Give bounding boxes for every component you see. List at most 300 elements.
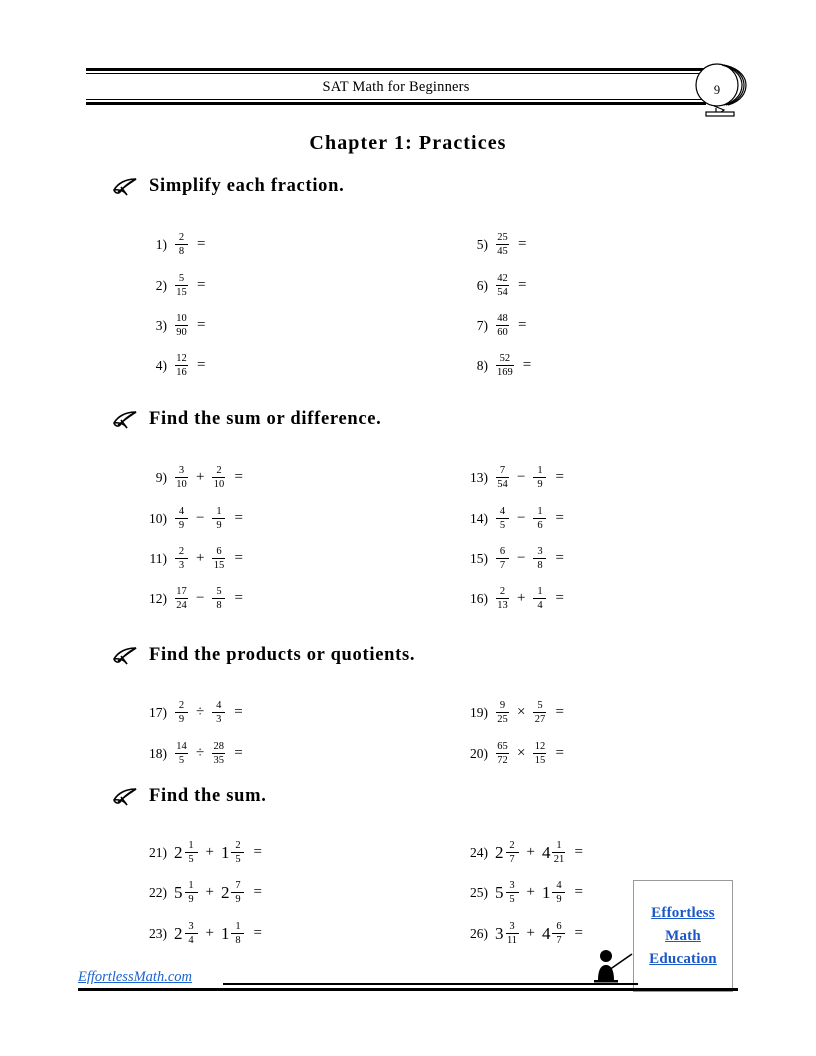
fraction bbox=[174, 273, 189, 298]
fraction-numerator: 7 bbox=[235, 880, 241, 891]
fraction-bar bbox=[175, 712, 188, 713]
fraction bbox=[532, 546, 547, 571]
fraction-numerator: 1 bbox=[537, 465, 543, 476]
fraction-denominator: 3 bbox=[216, 714, 222, 726]
mixed-whole: 5 bbox=[495, 882, 504, 902]
question-number: 20) bbox=[470, 745, 488, 761]
fraction bbox=[551, 921, 566, 946]
equals-sign: = bbox=[555, 469, 564, 486]
fraction-denominator: 35 bbox=[213, 755, 224, 767]
fraction bbox=[184, 840, 199, 865]
expression bbox=[174, 921, 262, 946]
fraction bbox=[211, 506, 226, 531]
fraction-bar bbox=[552, 892, 565, 893]
equals-sign: = bbox=[234, 469, 243, 486]
operator: + bbox=[526, 844, 535, 861]
equals-sign: = bbox=[197, 317, 206, 334]
equals-sign: = bbox=[574, 844, 583, 861]
operator: + bbox=[196, 550, 205, 567]
fraction-numerator: 7 bbox=[499, 465, 506, 476]
fraction-bar bbox=[212, 598, 225, 599]
fraction bbox=[495, 313, 510, 338]
fraction bbox=[174, 465, 189, 490]
fraction-bar bbox=[231, 892, 244, 893]
operator: + bbox=[517, 590, 526, 607]
effortless-math-logo[interactable] bbox=[633, 880, 733, 992]
equals-sign: = bbox=[555, 590, 564, 607]
globe-icon bbox=[694, 63, 756, 121]
fraction-denominator: 9 bbox=[178, 520, 185, 532]
fraction bbox=[230, 921, 245, 946]
fraction-numerator: 2 bbox=[499, 586, 506, 597]
fraction bbox=[505, 880, 520, 905]
question-number: 2) bbox=[155, 277, 167, 293]
fraction bbox=[505, 840, 520, 865]
operator: − bbox=[517, 469, 526, 486]
mixed-whole: 2 bbox=[174, 923, 183, 943]
fraction-numerator: 3 bbox=[509, 921, 515, 932]
mixed-whole: 4 bbox=[541, 842, 551, 862]
problem-row[interactable] bbox=[145, 586, 243, 611]
fraction-denominator: 7 bbox=[499, 560, 506, 572]
equals-sign: = bbox=[518, 317, 527, 334]
fraction-numerator: 5 bbox=[216, 586, 222, 597]
operator: + bbox=[205, 884, 214, 901]
fraction-numerator: 1 bbox=[537, 586, 543, 597]
problem-row[interactable] bbox=[145, 465, 243, 490]
fraction bbox=[495, 506, 510, 531]
question-number: 22) bbox=[149, 884, 167, 900]
fraction bbox=[495, 546, 510, 571]
page-number: 9 bbox=[713, 83, 721, 97]
header-rule-top-thin bbox=[86, 73, 706, 74]
fraction bbox=[532, 700, 547, 725]
fraction-bar bbox=[496, 753, 509, 754]
question-number: 11) bbox=[149, 550, 167, 566]
equals-sign: = bbox=[234, 550, 243, 567]
mixed-number bbox=[495, 921, 520, 946]
expression bbox=[174, 313, 205, 338]
operator: × bbox=[517, 704, 526, 721]
fraction-denominator: 5 bbox=[178, 755, 185, 767]
expression bbox=[495, 840, 583, 865]
fraction bbox=[174, 506, 189, 531]
problem-row[interactable] bbox=[466, 506, 564, 531]
fraction-denominator: 9 bbox=[216, 520, 222, 532]
fraction bbox=[211, 546, 226, 571]
fraction-denominator: 7 bbox=[509, 854, 515, 866]
fraction-numerator: 1 bbox=[188, 880, 194, 891]
fraction-denominator: 5 bbox=[499, 520, 506, 532]
fraction-bar bbox=[212, 477, 225, 478]
problem-row[interactable] bbox=[145, 840, 262, 865]
fraction-denominator: 5 bbox=[235, 854, 241, 866]
equals-sign: = bbox=[518, 277, 527, 294]
equals-sign: = bbox=[574, 925, 583, 942]
expression bbox=[495, 506, 564, 531]
mixed-number bbox=[542, 880, 567, 905]
fraction-numerator: 52 bbox=[499, 353, 511, 364]
equals-sign: = bbox=[197, 236, 206, 253]
question-number: 1) bbox=[155, 236, 167, 252]
fraction-denominator: 5 bbox=[509, 894, 515, 906]
fraction-numerator: 4 bbox=[178, 506, 185, 517]
fraction-bar bbox=[496, 477, 509, 478]
fraction-numerator: 3 bbox=[188, 921, 194, 932]
fraction bbox=[532, 506, 547, 531]
fraction-bar bbox=[231, 852, 244, 853]
fraction-numerator: 1 bbox=[537, 506, 543, 517]
expression bbox=[495, 921, 583, 946]
header-rule-top-thick bbox=[86, 68, 706, 71]
equals-sign: = bbox=[555, 704, 564, 721]
question-number: 5) bbox=[476, 236, 488, 252]
question-number: 12) bbox=[149, 590, 167, 606]
fraction bbox=[184, 921, 199, 946]
fraction-denominator: 15 bbox=[213, 560, 225, 572]
fraction bbox=[495, 741, 510, 766]
mixed-number bbox=[542, 840, 567, 865]
fraction-numerator: 4 bbox=[556, 880, 562, 891]
question-number: 16) bbox=[470, 590, 488, 606]
fraction bbox=[174, 546, 189, 571]
fraction-numerator: 6 bbox=[499, 546, 506, 557]
mixed-number bbox=[495, 840, 520, 865]
question-number: 23) bbox=[149, 925, 167, 941]
equals-sign: = bbox=[555, 510, 564, 527]
expression bbox=[495, 741, 564, 766]
problem-row[interactable] bbox=[466, 880, 583, 905]
fraction-numerator: 3 bbox=[537, 546, 543, 557]
fraction-bar bbox=[496, 285, 509, 286]
expression bbox=[174, 506, 243, 531]
fraction-bar bbox=[185, 892, 198, 893]
question-number: 13) bbox=[470, 469, 488, 485]
fraction-denominator: 16 bbox=[176, 367, 187, 379]
fraction-denominator: 9 bbox=[178, 714, 185, 726]
expression bbox=[174, 880, 262, 905]
fraction-denominator: 6 bbox=[537, 520, 543, 532]
operator: − bbox=[196, 510, 205, 527]
problem-row[interactable] bbox=[466, 313, 526, 338]
operator: + bbox=[205, 925, 214, 942]
fraction bbox=[174, 232, 189, 257]
question-number: 24) bbox=[470, 844, 488, 860]
fraction-numerator: 2 bbox=[216, 465, 222, 476]
operator: − bbox=[517, 550, 526, 567]
fraction-numerator: 5 bbox=[537, 700, 543, 711]
quill-icon bbox=[112, 646, 140, 666]
fraction bbox=[505, 921, 520, 946]
expression bbox=[495, 546, 564, 571]
mixed-whole: 1 bbox=[220, 842, 230, 862]
fraction-bar bbox=[533, 712, 546, 713]
fraction-denominator: 15 bbox=[176, 287, 187, 299]
question-number: 25) bbox=[470, 884, 488, 900]
section-title: Simplify each fraction. bbox=[149, 176, 345, 196]
fraction bbox=[495, 353, 515, 378]
fraction bbox=[551, 880, 566, 905]
mixed-whole: 1 bbox=[220, 923, 230, 943]
fraction-denominator: 9 bbox=[556, 894, 562, 906]
mixed-whole: 1 bbox=[541, 882, 551, 902]
operator: − bbox=[196, 590, 205, 607]
fraction-denominator: 9 bbox=[188, 894, 194, 906]
equals-sign: = bbox=[253, 925, 262, 942]
fraction bbox=[174, 586, 189, 611]
problem-row[interactable] bbox=[145, 353, 205, 378]
fraction-numerator: 28 bbox=[213, 741, 224, 752]
mixed-whole: 4 bbox=[541, 923, 551, 943]
fraction-denominator: 24 bbox=[176, 600, 187, 612]
fraction-bar bbox=[212, 753, 225, 754]
section-title: Find the sum or difference. bbox=[149, 409, 382, 429]
expression bbox=[495, 273, 526, 298]
problem-row[interactable] bbox=[466, 586, 564, 611]
fraction-numerator: 65 bbox=[497, 741, 508, 752]
problem-row[interactable] bbox=[466, 840, 583, 865]
question-number: 14) bbox=[470, 510, 488, 526]
equals-sign: = bbox=[197, 277, 206, 294]
problem-row[interactable] bbox=[466, 546, 564, 571]
section-heading bbox=[112, 786, 267, 807]
fraction-bar bbox=[496, 518, 509, 519]
expression bbox=[495, 700, 564, 725]
fraction-denominator: 8 bbox=[178, 246, 185, 258]
operator: ÷ bbox=[196, 704, 205, 721]
fraction-bar bbox=[533, 518, 546, 519]
fraction bbox=[495, 700, 510, 725]
fraction-numerator: 2 bbox=[178, 700, 185, 711]
fraction-bar bbox=[506, 933, 519, 934]
problem-row[interactable] bbox=[145, 700, 243, 725]
fraction-bar bbox=[185, 933, 198, 934]
expression bbox=[495, 465, 564, 490]
fraction-denominator: 10 bbox=[213, 479, 225, 491]
operator: − bbox=[517, 510, 526, 527]
expression bbox=[174, 273, 205, 298]
expression bbox=[174, 586, 243, 611]
question-number: 6) bbox=[476, 277, 488, 293]
equals-sign: = bbox=[234, 745, 243, 762]
fraction-numerator: 42 bbox=[497, 273, 508, 284]
question-number: 10) bbox=[149, 510, 167, 526]
fraction-bar bbox=[496, 244, 509, 245]
operator: ÷ bbox=[196, 745, 205, 762]
fraction-denominator: 45 bbox=[497, 246, 508, 258]
question-number: 19) bbox=[470, 704, 488, 720]
problem-row[interactable] bbox=[145, 506, 243, 531]
logo-line-2: Math bbox=[665, 927, 701, 944]
problem-row[interactable] bbox=[466, 273, 526, 298]
fraction-numerator: 4 bbox=[216, 700, 222, 711]
fraction bbox=[532, 586, 547, 611]
fraction-denominator: 5 bbox=[188, 854, 194, 866]
fraction bbox=[230, 840, 245, 865]
problem-row[interactable] bbox=[145, 232, 205, 257]
fraction-numerator: 2 bbox=[178, 232, 185, 243]
mixed-whole: 5 bbox=[174, 882, 183, 902]
expression bbox=[495, 353, 531, 378]
problem-row[interactable] bbox=[145, 880, 262, 905]
expression bbox=[495, 313, 526, 338]
expression bbox=[174, 741, 243, 766]
fraction bbox=[184, 880, 199, 905]
mixed-number bbox=[174, 840, 199, 865]
fraction-bar bbox=[496, 558, 509, 559]
fraction-bar bbox=[506, 892, 519, 893]
equals-sign: = bbox=[574, 884, 583, 901]
fraction-denominator: 72 bbox=[497, 755, 508, 767]
mixed-whole: 3 bbox=[495, 923, 504, 943]
problem-row[interactable] bbox=[466, 465, 564, 490]
fraction-denominator: 21 bbox=[553, 854, 565, 866]
fraction-numerator: 9 bbox=[499, 700, 506, 711]
logo-line-3: Education bbox=[649, 950, 717, 967]
page-header bbox=[86, 68, 706, 112]
teacher-pointer-icon bbox=[592, 948, 638, 984]
fraction-bar bbox=[212, 518, 225, 519]
fraction-numerator: 2 bbox=[235, 840, 241, 851]
fraction-denominator: 8 bbox=[235, 935, 241, 947]
fraction-bar bbox=[185, 852, 198, 853]
fraction-numerator: 6 bbox=[556, 921, 562, 932]
fraction-denominator: 3 bbox=[178, 560, 185, 572]
fraction-bar bbox=[496, 365, 514, 366]
fraction-denominator: 7 bbox=[556, 935, 562, 947]
fraction-denominator: 25 bbox=[497, 714, 508, 726]
fraction-numerator: 14 bbox=[176, 741, 187, 752]
fraction-bar bbox=[175, 244, 188, 245]
fraction-bar bbox=[175, 598, 188, 599]
fraction-bar bbox=[175, 365, 188, 366]
mixed-number bbox=[495, 880, 520, 905]
book-title: SAT Math for Beginners bbox=[322, 79, 470, 95]
question-number: 21) bbox=[149, 844, 167, 860]
fraction-numerator: 4 bbox=[499, 506, 506, 517]
section-title: Find the products or quotients. bbox=[149, 645, 416, 665]
operator: + bbox=[196, 469, 205, 486]
fraction-denominator: 90 bbox=[176, 327, 187, 339]
equals-sign: = bbox=[197, 357, 206, 374]
expression bbox=[174, 232, 205, 257]
fraction-denominator: 8 bbox=[216, 600, 222, 612]
fraction-bar bbox=[496, 712, 509, 713]
fraction-bar bbox=[533, 598, 546, 599]
mixed-number bbox=[542, 921, 567, 946]
expression bbox=[495, 880, 583, 905]
fraction-denominator: 8 bbox=[537, 560, 543, 572]
section-heading bbox=[112, 176, 344, 197]
fraction-numerator: 12 bbox=[534, 741, 546, 752]
fraction-bar bbox=[175, 325, 188, 326]
fraction bbox=[174, 353, 189, 378]
mixed-number bbox=[174, 880, 199, 905]
fraction-bar bbox=[496, 598, 509, 599]
mixed-number bbox=[221, 921, 246, 946]
fraction-bar bbox=[231, 933, 244, 934]
problem-row[interactable] bbox=[466, 700, 564, 725]
mixed-number bbox=[221, 840, 246, 865]
section-title: Find the sum. bbox=[149, 786, 267, 806]
equals-sign: = bbox=[555, 745, 564, 762]
question-number: 9) bbox=[155, 469, 167, 485]
fraction bbox=[230, 880, 245, 905]
fraction-denominator: 60 bbox=[497, 327, 508, 339]
fraction bbox=[532, 741, 547, 766]
problem-row[interactable] bbox=[466, 232, 526, 257]
fraction-numerator: 48 bbox=[497, 313, 508, 324]
problem-row[interactable] bbox=[466, 353, 531, 378]
logo-line-1: Effortless bbox=[651, 904, 715, 921]
problem-row[interactable] bbox=[145, 273, 205, 298]
fraction-bar bbox=[552, 933, 565, 934]
question-number: 26) bbox=[470, 925, 488, 941]
fraction-numerator: 3 bbox=[509, 880, 515, 891]
quill-icon bbox=[112, 410, 140, 430]
fraction-denominator: 10 bbox=[176, 479, 187, 491]
fraction-numerator: 12 bbox=[176, 353, 187, 364]
problem-row[interactable] bbox=[466, 921, 583, 946]
fraction-numerator: 6 bbox=[216, 546, 222, 557]
expression bbox=[495, 232, 526, 257]
fraction-numerator: 1 bbox=[216, 506, 222, 517]
fraction bbox=[174, 700, 189, 725]
page-title: Chapter 1: Practices bbox=[309, 132, 507, 154]
fraction-numerator: 17 bbox=[176, 586, 187, 597]
expression bbox=[495, 586, 564, 611]
footer-brand-link[interactable]: EffortlessMath.com bbox=[78, 969, 192, 985]
problem-row[interactable] bbox=[145, 921, 262, 946]
problem-row[interactable] bbox=[145, 741, 243, 766]
quill-icon bbox=[112, 787, 140, 807]
mixed-whole: 2 bbox=[220, 882, 230, 902]
fraction bbox=[211, 700, 226, 725]
problem-row[interactable] bbox=[145, 313, 205, 338]
equals-sign: = bbox=[234, 510, 243, 527]
fraction bbox=[211, 465, 226, 490]
mixed-whole: 2 bbox=[495, 842, 504, 862]
fraction-bar bbox=[175, 477, 188, 478]
fraction-denominator: 15 bbox=[534, 755, 546, 767]
fraction-numerator: 5 bbox=[178, 273, 185, 284]
mixed-whole: 2 bbox=[174, 842, 183, 862]
fraction-bar bbox=[212, 712, 225, 713]
fraction bbox=[174, 741, 189, 766]
expression bbox=[174, 465, 243, 490]
operator: + bbox=[526, 884, 535, 901]
fraction-denominator: 54 bbox=[497, 287, 508, 299]
header-rule-bottom-thick bbox=[86, 102, 706, 105]
fraction-numerator: 2 bbox=[509, 840, 515, 851]
fraction bbox=[495, 273, 510, 298]
fraction-denominator: 54 bbox=[497, 479, 508, 491]
fraction bbox=[495, 586, 510, 611]
footer-rule-thick bbox=[78, 988, 738, 991]
fraction-numerator: 3 bbox=[178, 465, 185, 476]
fraction bbox=[211, 741, 226, 766]
fraction-bar bbox=[175, 285, 188, 286]
header-rule-bottom-thin bbox=[86, 99, 706, 100]
quill-icon bbox=[112, 177, 140, 197]
fraction-bar bbox=[533, 558, 546, 559]
problem-row[interactable] bbox=[466, 741, 564, 766]
operator: + bbox=[526, 925, 535, 942]
fraction-numerator: 2 bbox=[178, 546, 185, 557]
fraction-denominator: 169 bbox=[497, 367, 513, 379]
fraction-denominator: 27 bbox=[534, 714, 546, 726]
problem-row[interactable] bbox=[145, 546, 243, 571]
